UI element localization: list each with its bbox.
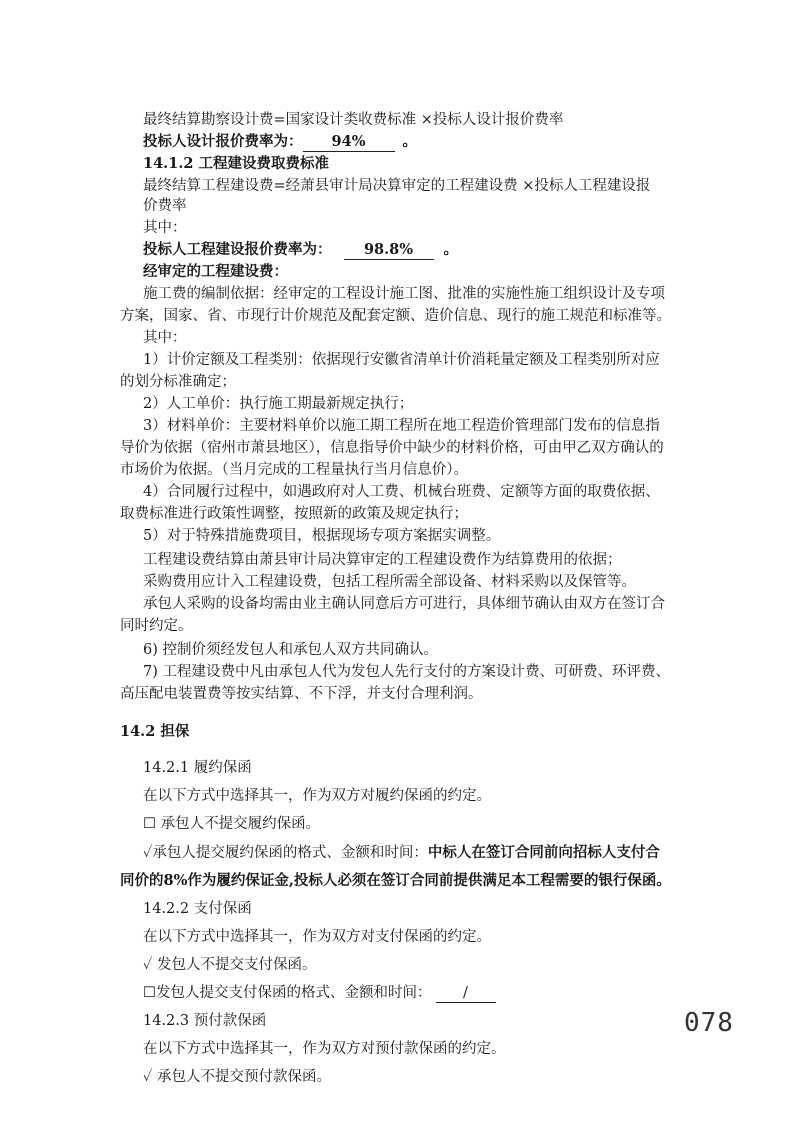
- text-line: 的划分标准确定；: [120, 374, 236, 390]
- text-line: 在以下方式中选择其一，作为双方对预付款保函的约定。: [143, 1041, 506, 1057]
- option-text: ✓承包人提交履约保函的格式、金额和时间：: [143, 845, 428, 861]
- text-line: 在以下方式中选择其一，作为双方对履约保函的约定。: [143, 788, 491, 804]
- blank-value: /: [436, 984, 496, 1003]
- option-bold-text: 中标人在签订合同前向招标人支付合: [427, 844, 660, 861]
- bold-text-line: 同价的8%作为履约保证金,投标人必须在签订合同前提供满足本工程需要的银行保函。: [120, 872, 671, 889]
- text-line: 最终结算工程建设费=经萧县审计局决算审定的工程建设费 ×投标人工程建设报: [143, 178, 651, 194]
- page-number: 078: [684, 1008, 734, 1038]
- text-line: 其中：: [143, 330, 187, 346]
- construction-rate-value: 98.8%: [344, 241, 434, 260]
- text-line: 其中：: [143, 220, 187, 236]
- text-line: 工程建设费结算由萧县审计局决算审定的工程建设费作为结算费用的依据；: [143, 552, 622, 568]
- text-line: 导价为依据（宿州市萧县地区），信息指导价中缺少的材料价格，可由甲乙双方确认的: [120, 440, 664, 456]
- text-line: 市场价为依据。（当月完成的工程量执行当月信息价）。: [120, 462, 468, 478]
- subheading: 经审定的工程建设费：: [143, 263, 288, 280]
- design-rate-label: 投标人设计报价费率为：: [143, 133, 303, 150]
- design-rate-line: [143, 132, 417, 152]
- construction-rate-end: 。: [443, 241, 458, 258]
- text-line: 承包人采购的设备均需由业主确认同意后方可进行，具体细节确认由双方在签订合: [143, 596, 665, 612]
- design-rate-end: 。: [402, 133, 417, 150]
- text-line: 同时约定。: [120, 618, 193, 634]
- option-text: ☐发包人提交支付保函的格式、金额和时间：: [143, 985, 432, 1001]
- checkbox-option: [143, 983, 496, 1003]
- subsection-heading: 14.2.1 履约保函: [143, 760, 252, 776]
- text-line: 高压配电装置费等按实结算、不下浮，并支付合理利润。: [120, 686, 483, 702]
- text-line: 3）材料单价：主要材料单价以施工期工程所在地工程造价管理部门发布的信息指: [143, 418, 660, 434]
- text-line: 施工费的编制依据：经审定的工程设计施工图、批准的实施性施工组织设计及专项: [143, 286, 665, 302]
- subsection-heading: 14.2.3 预付款保函: [143, 1013, 267, 1029]
- text-line: 采购费用应计入工程建设费，包括工程所需全部设备、材料采购以及保管等。: [143, 574, 636, 590]
- checkbox-option: ☐ 承包人不提交履约保函。: [143, 816, 321, 832]
- section-heading: 14.2 担保: [120, 723, 190, 740]
- text-line: 7) 工程建设费中凡由承包人代为发包人先行支付的方案设计费、可研费、环评费、: [143, 664, 670, 680]
- design-rate-value: 94%: [303, 133, 395, 152]
- text-line: 2）人工单价：执行施工期最新规定执行；: [143, 396, 414, 412]
- text-line: 4）合同履行过程中，如遇政府对人工费、机械台班费、定额等方面的取费依据、: [143, 484, 660, 500]
- text-line: 6) 控制价须经发包人和承包人双方共同确认。: [143, 642, 438, 658]
- text-line: 在以下方式中选择其一，作为双方对支付保函的约定。: [143, 929, 491, 945]
- section-heading: 14.1.2 工程建设费取费标准: [143, 155, 329, 172]
- subsection-heading: 14.2.2 支付保函: [143, 901, 252, 917]
- checked-option: ✓ 发包人不提交支付保函。: [143, 957, 317, 973]
- text-line: 5）对于特殊措施费项目，根据现场专项方案据实调整。: [143, 528, 501, 544]
- text-line: 取费标准进行政策性调整，按照新的政策及规定执行；: [120, 506, 468, 522]
- text-line: 最终结算勘察设计费=国家设计类收费标准 ×投标人设计报价费率: [143, 112, 564, 128]
- checked-option: ✓ 承包人不提交预付款保函。: [143, 1069, 331, 1085]
- construction-rate-line: [143, 240, 458, 260]
- construction-rate-label: 投标人工程建设报价费率为：: [143, 241, 332, 258]
- checked-option: [143, 843, 660, 863]
- text-line: 1）计价定额及工程类别：依据现行安徽省清单计价消耗量定额及工程类别所对应: [143, 352, 660, 368]
- text-line: 价费率: [143, 198, 187, 214]
- text-line: 方案，国家、省、市现行计价规范及配套定额、造价信息、现行的施工规范和标准等。: [120, 308, 671, 324]
